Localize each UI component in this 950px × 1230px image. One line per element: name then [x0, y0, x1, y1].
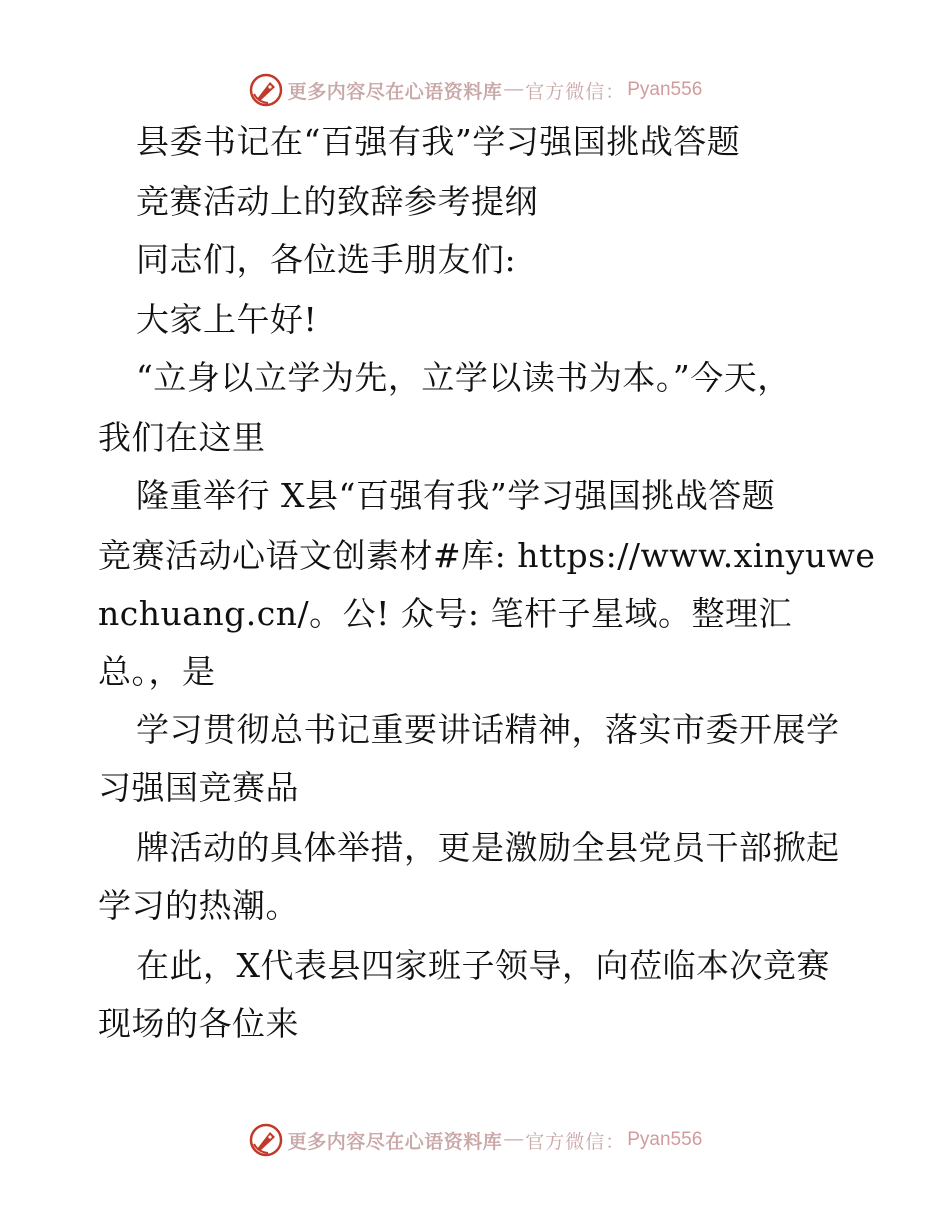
footer-banner: [0, 1120, 950, 1160]
paragraph-line: 总。，是: [98, 652, 216, 691]
paragraph-line: 习强国竞赛品: [98, 768, 299, 807]
salutation-line: 同志们，各位选手朋友们:: [136, 240, 517, 279]
banner-weixin-label: 官方微信：: [525, 1131, 626, 1153]
banner-weixin-label: 官方微信：: [525, 81, 626, 103]
pen-nib-logo-icon: [248, 1122, 284, 1158]
paragraph-line: 学习贯彻总书记重要讲话精神，落实市委开展学: [136, 710, 840, 749]
banner-main-text: 更多内容尽在心语资料库: [287, 81, 503, 103]
banner-weixin-id: Pyan556: [627, 79, 703, 100]
banner-separator: —: [504, 1129, 524, 1150]
paragraph-line: 学习的热潮。: [98, 886, 299, 925]
paragraph-line: 竞赛活动心语文创素材#库: https://www.xinyuwe: [98, 536, 876, 575]
banner-separator: —: [504, 79, 524, 100]
greeting-line: 大家上午好!: [136, 300, 318, 339]
banner-weixin-id: Pyan556: [627, 1129, 703, 1150]
pen-nib-logo-icon: [248, 72, 284, 108]
banner-main-text: 更多内容尽在心语资料库: [287, 1131, 503, 1153]
title-line-1: 县委书记在“百强有我”学习强国挑战答题: [136, 122, 741, 161]
header-banner: [0, 70, 950, 110]
paragraph-line: nchuang.cn/。公! 众号: 笔杆子星域。整理汇: [98, 594, 792, 633]
paragraph-line: 我们在这里: [98, 418, 266, 457]
title-line-2: 竞赛活动上的致辞参考提纲: [136, 182, 538, 221]
paragraph-line: 在此，X代表县四家班子领导，向莅临本次竞赛: [136, 946, 830, 985]
paragraph-line: 牌活动的具体举措，更是激励全县党员干部掀起: [136, 828, 840, 867]
paragraph-line: 隆重举行 X县“百强有我”学习强国挑战答题: [136, 476, 776, 515]
paragraph-line: 现场的各位来: [98, 1004, 299, 1043]
paragraph-line: “立身以立学为先，立学以读书为本。”今天，: [136, 358, 791, 397]
